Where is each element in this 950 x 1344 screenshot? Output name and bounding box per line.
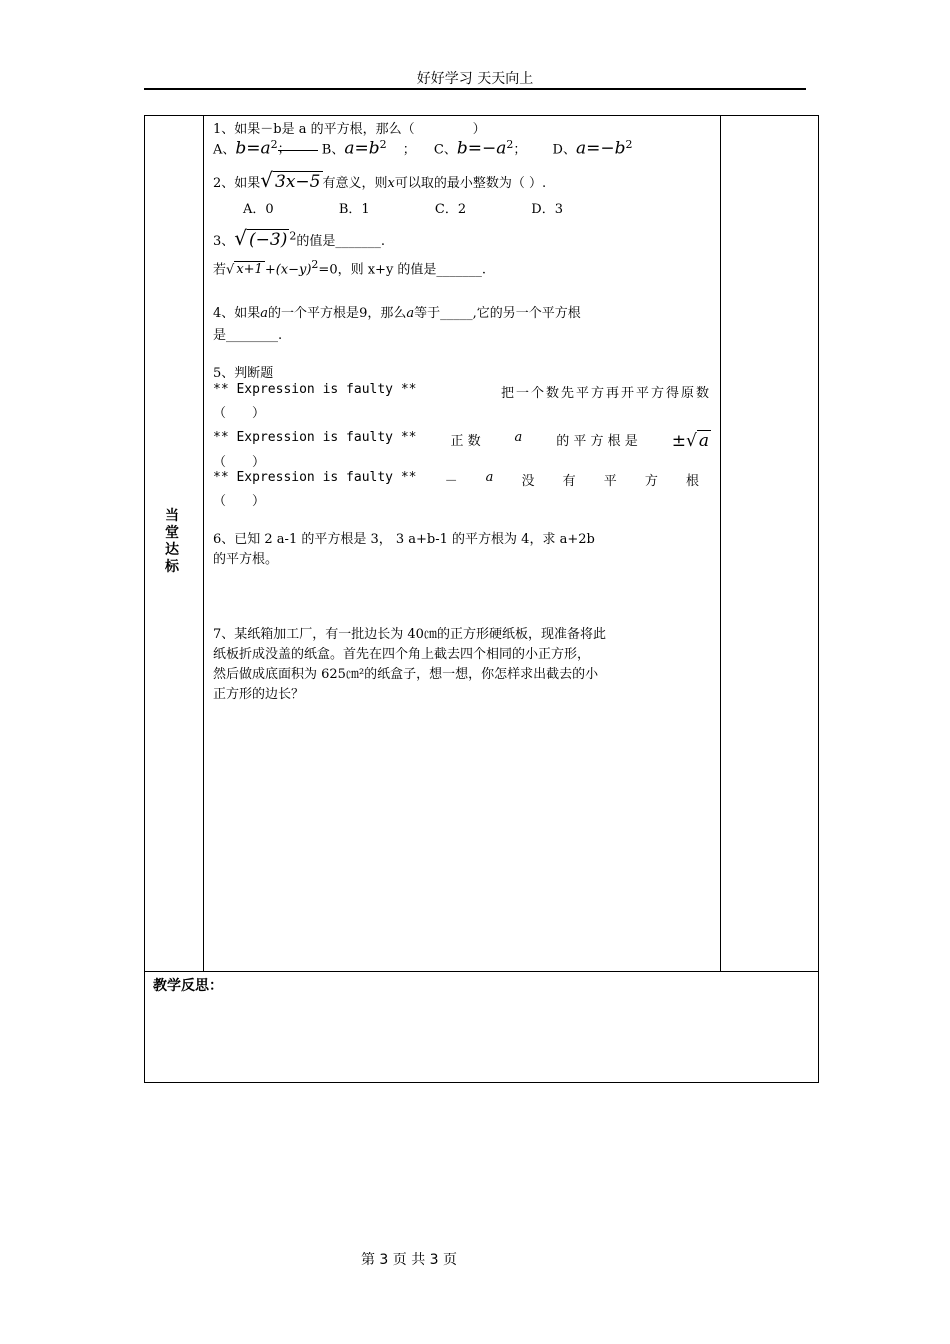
q1-text: ） bbox=[472, 122, 486, 137]
q2-radicand: 3x−5 bbox=[275, 172, 321, 192]
faulty-expression: ** Expression is faulty ** bbox=[213, 430, 417, 445]
q3b-eq: =0 bbox=[318, 262, 338, 278]
judgement-text: 正 数 bbox=[450, 434, 481, 449]
q2-option: C．2 bbox=[434, 202, 467, 217]
question-2-options bbox=[243, 198, 563, 217]
judgement-1-paren: （ ） bbox=[213, 406, 266, 421]
q3-radicand: (−3) bbox=[249, 230, 288, 250]
question-4-line1 bbox=[213, 302, 581, 321]
q4-value: 9 bbox=[359, 306, 368, 321]
faulty-expression: ** Expression is faulty ** bbox=[213, 470, 417, 485]
option-d-expr: a=−b bbox=[575, 138, 626, 159]
table-row-divider bbox=[144, 971, 819, 972]
option-a-expr: b=a bbox=[235, 138, 271, 159]
question-5-title: 5、判断题 bbox=[213, 366, 274, 381]
question-1-options bbox=[213, 138, 683, 158]
q3b-expr: +(x−y) bbox=[264, 262, 312, 278]
question-3b bbox=[213, 258, 486, 277]
page-footer: 第 3 页 共 3 页 bbox=[360, 1252, 458, 1268]
question-6-line2: 的平方根。 bbox=[213, 552, 279, 567]
option-a-label: A、 bbox=[213, 142, 236, 158]
judgement-text: 把一个数先平方再开平方得原数 bbox=[500, 386, 711, 401]
q2-var: x bbox=[387, 176, 395, 191]
reflection-label: 教学反思： bbox=[153, 978, 223, 994]
judgement-2-paren: （ ） bbox=[213, 455, 266, 470]
question-3 bbox=[213, 226, 385, 250]
q2-text: 2、如果 bbox=[213, 176, 261, 191]
q3-text: 的值是_______. bbox=[296, 234, 385, 249]
question-6-line1: 6、已知 2 a-1 的平方根是 3， 3 a+b-1 的平方根为 4，求 a+2b bbox=[213, 532, 595, 547]
judgement-2 bbox=[213, 430, 711, 451]
option-b-expr: a=b bbox=[344, 138, 380, 159]
question-4-line2: 是________. bbox=[213, 328, 283, 343]
option-c-expr: b=−a bbox=[456, 138, 507, 159]
option-c-exp: 2 bbox=[506, 138, 514, 151]
question-7-line4: 正方形的边长？ bbox=[213, 687, 305, 702]
option-c-label: C、 bbox=[433, 142, 457, 158]
q3b-text: ，则 x+y 的值是_______. bbox=[337, 262, 487, 278]
q4-text: 的一个平方根是 bbox=[268, 306, 360, 321]
q3-text: 3、 bbox=[213, 234, 235, 249]
sqrt-icon: √ bbox=[234, 226, 248, 250]
option-b-exp: 2 bbox=[379, 138, 387, 151]
sqrt-icon: √ bbox=[686, 431, 697, 451]
judgement-radicand: a bbox=[698, 431, 709, 451]
q3b-text: 若 bbox=[213, 262, 227, 278]
section-label: 当堂达标 bbox=[165, 508, 179, 575]
q3-exp: 2 bbox=[289, 229, 297, 243]
option-a-exp: 2 bbox=[270, 138, 278, 151]
q4-text: 等于_____,它的另一个平方根 bbox=[414, 306, 581, 321]
option-b-label: B、 bbox=[321, 142, 345, 158]
table-column-divider bbox=[720, 115, 721, 972]
judgement-text: 没 有 平 方 根 bbox=[521, 474, 711, 489]
q1-text: 是 a 的平方根，那么（ bbox=[281, 122, 415, 137]
header-rule bbox=[144, 88, 806, 90]
judgement-var: a bbox=[514, 430, 523, 445]
question-7-line1: 7、某纸箱加工厂，有一批边长为 40㎝的正方形硬纸板，现准备将此 bbox=[213, 627, 606, 642]
question-7-line2: 纸板折成没盖的纸盒。首先在四个角上截去四个相同的小正方形， bbox=[213, 647, 591, 662]
q4-var: a bbox=[260, 306, 269, 321]
question-7-line3: 然后做成底面积为 625㎝²的纸盒子，想一想，你怎样求出截去的小 bbox=[213, 667, 599, 682]
judgement-text: － bbox=[444, 474, 458, 489]
sqrt-icon: √ bbox=[226, 262, 235, 278]
q4-text: 4、如果 bbox=[213, 306, 261, 321]
judgement-text: 的 平 方 根 是 bbox=[556, 434, 638, 449]
question-1-stem bbox=[213, 118, 486, 137]
q2-option: A．0 bbox=[243, 202, 274, 217]
q3b-exp: 2 bbox=[311, 258, 319, 271]
q1-text: 1、如果 bbox=[213, 122, 261, 137]
q3b-radicand: x+1 bbox=[236, 262, 263, 278]
q2-text: 可以取的最小整数为（ ）. bbox=[394, 176, 547, 191]
judgement-var: a bbox=[485, 470, 494, 485]
q4-var: a bbox=[406, 306, 415, 321]
option-a-blank bbox=[277, 138, 318, 158]
q2-option: D．3 bbox=[531, 202, 563, 217]
q2-option: B．1 bbox=[338, 202, 370, 217]
q2-text: 有意义，则 bbox=[322, 176, 388, 191]
option-d-exp: 2 bbox=[625, 138, 633, 151]
judgement-1 bbox=[213, 382, 711, 401]
q4-text: ，那么 bbox=[367, 306, 407, 321]
q1-text: －b bbox=[260, 122, 282, 137]
table-column-divider bbox=[203, 115, 204, 972]
plus-minus: ± bbox=[671, 431, 686, 451]
faulty-expression: ** Expression is faulty ** bbox=[213, 382, 417, 397]
judgement-3 bbox=[213, 470, 711, 489]
sqrt-icon: √ bbox=[260, 168, 274, 192]
page-header: 好好学习 天天向上 bbox=[416, 71, 534, 87]
option-c-sep: ； bbox=[513, 142, 527, 158]
option-d-label: D、 bbox=[552, 142, 576, 158]
option-b-sep: ； bbox=[402, 142, 416, 158]
option-a-sep: ； bbox=[277, 142, 291, 158]
judgement-3-paren: （ ） bbox=[213, 494, 266, 509]
question-2-stem bbox=[213, 168, 546, 192]
